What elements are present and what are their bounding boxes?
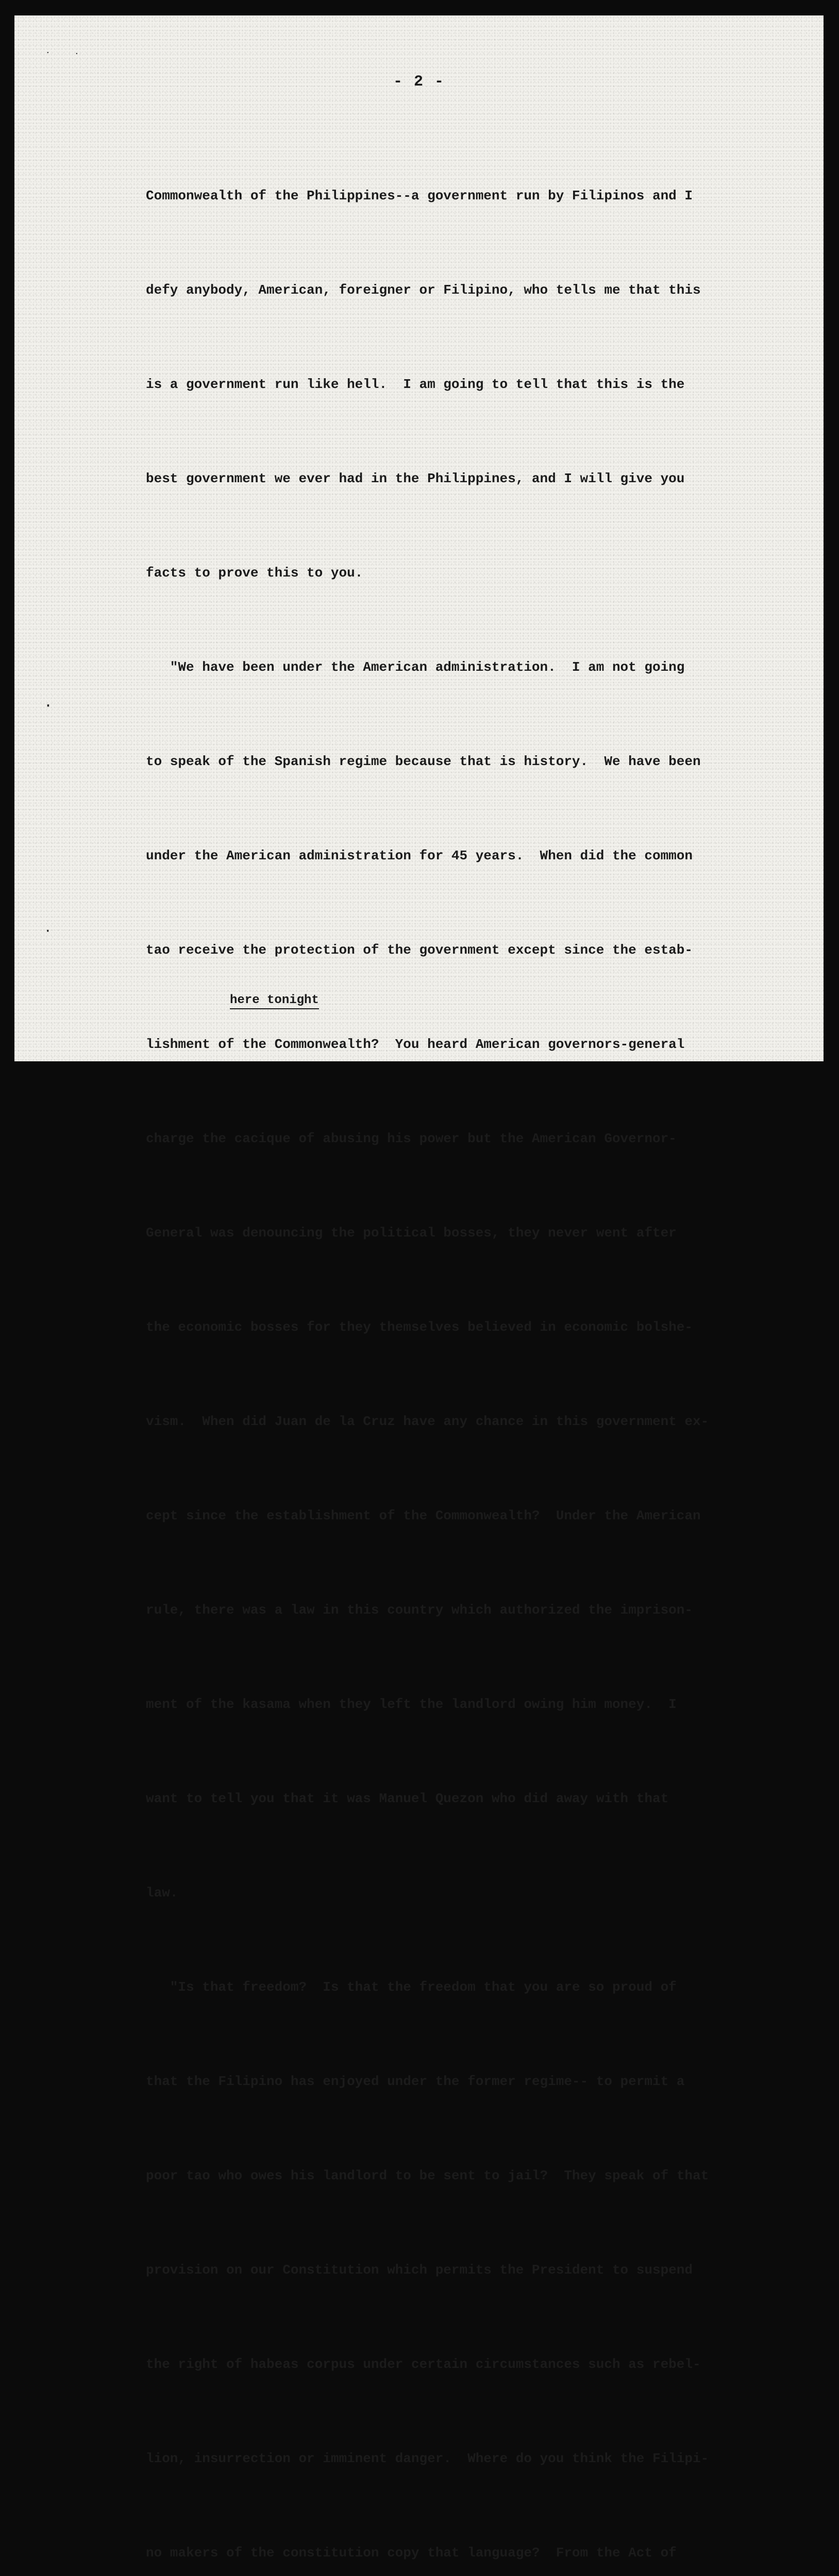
text-line: charge the cacique of abusing his power but the American Governor- [146, 1131, 677, 1146]
text-line: tao receive the protection of the government except since the estab- [146, 942, 693, 958]
text-line: under the American administration for 45 years. When did the common [146, 848, 693, 863]
text-line: facts to prove this to you. [146, 565, 363, 581]
text-line: lion, insurrection or imminent danger. Where do you think the Filipi- [146, 2451, 709, 2466]
text-line: Commonwealth of the Philippines--a government run by Filipinos and I [146, 188, 693, 204]
text-line: "Is that freedom? Is that the freedom that you are so proud of [146, 1979, 677, 1995]
text-line: the economic bosses for they themselves believed in economic bolshe- [146, 1319, 693, 1335]
document-page [14, 15, 824, 2561]
text-line: General was denouncing the political bosses, they never went after [146, 1225, 677, 1241]
text-line: provision on our Constitution which permits the President to suspend [146, 2262, 693, 2278]
text-line: the right of habeas corpus under certain circumstances such as rebel- [146, 2357, 701, 2372]
text-line: want to tell you that it was Manuel Quezon who did away with that [146, 1791, 669, 1806]
text-line: to speak of the Spanish regime because that is history. We have been [146, 754, 701, 769]
text-line: rule, there was a law in this country which authorized the imprison- [146, 1602, 693, 1618]
scan-speck: · [45, 922, 51, 940]
scan-speck: · [75, 48, 78, 59]
page-number: - 2 - [393, 73, 445, 91]
text-line: cept since the establishment of the Commonwealth? Under the American [146, 1508, 701, 1523]
text-line: law. [146, 1885, 178, 1901]
text-line: ment of the kasama when they left the landlord owing him money. I [146, 1697, 677, 1712]
text-line: "We have been under the American administration. I am not going [146, 659, 685, 675]
text-line: defy anybody, American, foreigner or Filipino, who tells me that this [146, 282, 701, 298]
text-line: lishment of the Commonwealth? You heard American governors-general [146, 1037, 685, 1052]
text-line: no makers of the constitution copy that language? From the Act of [146, 2545, 677, 2561]
text-line: is a government run like hell. I am going to tell that this is the [146, 377, 685, 392]
typed-text-body [146, 117, 780, 2576]
text-line: best government we ever had in the Philippines, and I will give you [146, 471, 685, 486]
scan-speck: · [45, 696, 51, 716]
text-line: that the Filipino has enjoyed under the former regime-- to permit a [146, 2074, 685, 2089]
handwritten-insertion: here tonight [230, 993, 319, 1009]
scan-speck: · [46, 47, 49, 58]
text-line: poor tao who owes his landlord to be sent to jail? They speak of that [146, 2168, 709, 2183]
text-line: vism. When did Juan de la Cruz have any chance in this government ex- [146, 1414, 709, 1429]
